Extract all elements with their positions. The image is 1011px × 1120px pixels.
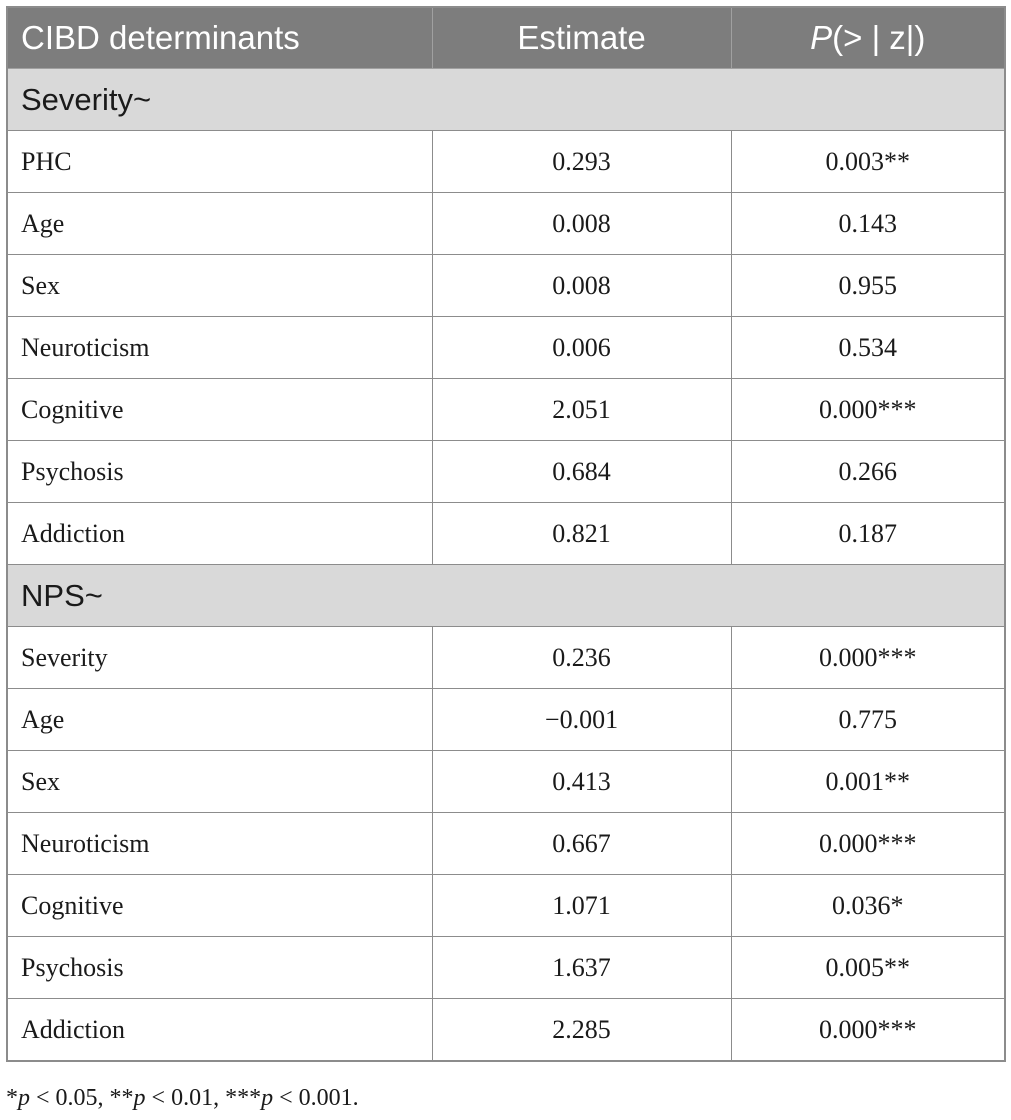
estimate-cell: 0.413 [432,751,731,813]
footnote-threshold-2: < 0.01, *** [145,1085,262,1111]
row-label-cell: Age [7,193,432,255]
estimate-cell: 2.051 [432,379,731,441]
estimate-cell: 2.285 [432,999,731,1062]
p-value-cell: 0.534 [731,317,1005,379]
row-label-cell: Addiction [7,503,432,565]
row-label-cell: Psychosis [7,441,432,503]
row-label-cell: Addiction [7,999,432,1062]
footnote-p-1: p [18,1085,30,1111]
results-table-container [6,6,1004,1062]
row-label-cell: Cognitive [7,379,432,441]
p-value-cell: 0.005** [731,937,1005,999]
table-row [7,689,1005,751]
p-value-cell: 0.000*** [731,379,1005,441]
table-header-row [7,7,1005,69]
table-row [7,875,1005,937]
estimate-cell: 1.637 [432,937,731,999]
p-value-cell: 0.187 [731,503,1005,565]
row-label-cell: Age [7,689,432,751]
table-row [7,503,1005,565]
p-value-cell: 0.001** [731,751,1005,813]
estimate-cell: 0.236 [432,627,731,689]
header-p-value [731,7,1005,69]
table-row [7,193,1005,255]
p-value-cell: 0.266 [731,441,1005,503]
table-row [7,937,1005,999]
estimate-cell: 0.008 [432,193,731,255]
footnote-threshold-3: < 0.001. [273,1085,359,1111]
footnote-p-2: p [133,1085,146,1111]
p-value-cell: 0.775 [731,689,1005,751]
section-title: NPS~ [7,565,1005,627]
p-value-cell: 0.003** [731,131,1005,193]
header-p-rest: (> | z|) [832,19,926,56]
p-value-cell: 0.000*** [731,627,1005,689]
section-header-row [7,565,1005,627]
header-determinants: CIBD determinants [7,7,432,69]
row-label-cell: Cognitive [7,875,432,937]
section-header-row [7,69,1005,131]
footnote-threshold-1: < 0.05, ** [30,1085,134,1111]
section-title: Severity~ [7,69,1005,131]
row-label-cell: Sex [7,751,432,813]
table-footnote [6,1085,359,1112]
estimate-cell: 0.008 [432,255,731,317]
results-table [6,6,1006,1062]
row-label-cell: Neuroticism [7,813,432,875]
header-estimate: Estimate [432,7,731,69]
estimate-cell: 0.821 [432,503,731,565]
p-value-cell: 0.000*** [731,999,1005,1062]
row-label-cell: Sex [7,255,432,317]
p-value-cell: 0.036* [731,875,1005,937]
footnote-p-3: p [261,1085,274,1111]
header-p-letter: P [810,19,833,56]
p-value-cell: 0.955 [731,255,1005,317]
row-label-cell: Severity [7,627,432,689]
table-row [7,255,1005,317]
estimate-cell: 0.684 [432,441,731,503]
estimate-cell: 1.071 [432,875,731,937]
table-row [7,131,1005,193]
estimate-cell: −0.001 [432,689,731,751]
row-label-cell: PHC [7,131,432,193]
p-value-cell: 0.143 [731,193,1005,255]
estimate-cell: 0.667 [432,813,731,875]
table-row [7,627,1005,689]
estimate-cell: 0.293 [432,131,731,193]
p-value-cell: 0.000*** [731,813,1005,875]
table-row [7,317,1005,379]
row-label-cell: Psychosis [7,937,432,999]
table-row [7,751,1005,813]
footnote-mark-1: * [6,1085,18,1111]
table-row [7,999,1005,1062]
estimate-cell: 0.006 [432,317,731,379]
row-label-cell: Neuroticism [7,317,432,379]
table-row [7,441,1005,503]
table-row [7,379,1005,441]
table-row [7,813,1005,875]
